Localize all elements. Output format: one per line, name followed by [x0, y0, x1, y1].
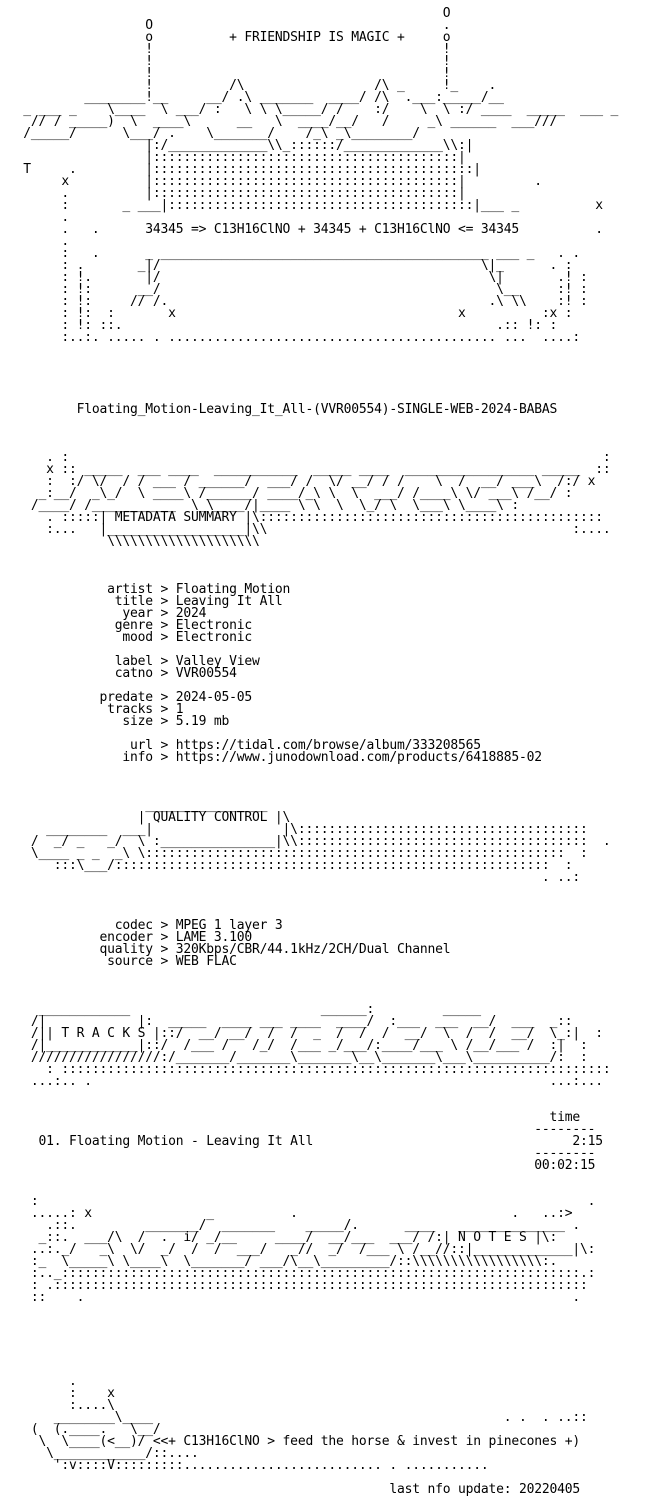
nfo-line: 00:02:15 — [8, 1158, 596, 1173]
nfo-line: T . |::::::::::::::::::::::::::::::::::::::::::| — [8, 162, 481, 177]
nfo-line: source > WEB FLAC — [8, 954, 237, 969]
nfo-line: . ..: — [8, 870, 580, 885]
nfo-line: ! ! — [8, 66, 451, 81]
nfo-line: /| |: _____ ____ ___ ____ ____/ :___ ___ __/ ___ _:: — [8, 1014, 573, 1029]
nfo-line: . — [8, 234, 70, 249]
nfo-line: \\\\\\\\\\\\\\\\\\\\ — [8, 534, 260, 549]
nfo-line: artist > Floating Motion — [8, 582, 291, 597]
nfo-line: // / _____) \ ____\ __ \ ____/__/ / _\ ______ ___/// — [8, 114, 558, 129]
nfo-line: : !. |/ \| .! : — [8, 270, 588, 285]
nfo-line: ( (.____. \__/ — [8, 1422, 161, 1437]
nfo-line: time — [8, 1110, 580, 1125]
nfo-line: info > https://www.junodownload.com/products/6418885-02 — [8, 750, 542, 765]
nfo-line: :: . . — [8, 1290, 580, 1305]
nfo-line: catno > VVR00554 — [8, 666, 237, 681]
nfo-line: /////////////////:/_______/_______\_______\__\_______\___\__________/: : — [8, 1050, 588, 1065]
nfo-line: tracks > 1 — [8, 702, 184, 717]
nfo-line: .::. _______/ _______ _____/. ____ ______________ . — [8, 1218, 580, 1233]
nfo-line: : :::::::::::::::::::::::::::::::::::::::::::::::::::::::::::::::::::::::: — [8, 1062, 611, 1077]
nfo-line: \____ _ _ _\ \::::::::::::::::::::::::::::::::::::::::::::::::::::::: : — [8, 846, 588, 861]
nfo-line: ________________ — [8, 798, 268, 813]
nfo-line: \ \____(<__)/ <<+ C13H16ClNO > feed the horse & invest in pinecones +) — [8, 1434, 580, 1449]
nfo-line: x :: _____ ___ ____ ___________ _____ ____ _________________ _____ :: — [8, 462, 611, 477]
nfo-line: . — [8, 210, 70, 225]
nfo-line: /____/ /___________ \_\____/|____ \ \ \ \_/ \ \___\ \____\ : — [8, 498, 519, 513]
nfo-line: : !: ::. .:: !: : — [8, 318, 558, 333]
nfo-line: . : : — [8, 450, 611, 465]
nfo-line: ':v::::V:::::::::.......................... . ........... — [8, 1458, 489, 1473]
nfo-line: encoder > LAME 3.100 — [8, 930, 253, 945]
nfo-line: size > 5.19 mb — [8, 714, 230, 729]
nfo-line: last nfo update: 20220405 — [8, 1482, 580, 1497]
nfo-line: x |::::::::::::::::::::::::::::::::::::::::| . — [8, 174, 542, 189]
nfo-line: :... |__________________|\\ :.... — [8, 522, 611, 537]
nfo-line: url > https://tidal.com/browse/album/333208565 — [8, 738, 481, 753]
nfo-line: : . _ ___________________________________________ ___ _ . . — [8, 246, 580, 261]
nfo-line: O . — [8, 18, 451, 33]
nfo-line: ..:._/ _\ \/ _/ / / ___/ _// _/ /___ \ /__//::|_____________|\: — [8, 1242, 596, 1257]
nfo-line: | QUALITY CONTROL |\ — [8, 810, 291, 825]
nfo-line: : !: : x x :x : — [8, 306, 573, 321]
nfo-line: ...:.. . ...:... — [8, 1074, 603, 1089]
nfo-line: . |::::::::::::::::::::::::::::::::::::::::| — [8, 186, 466, 201]
nfo-line: O — [8, 6, 451, 21]
nfo-line: . :::::| METADATA SUMMARY |\::::::::::::::::::::::::::::::::::::::::::::: — [8, 510, 603, 525]
nfo-line: : :/ \/ / / ___ / ______/ ___/ / \/ __/ / / \ / __/ ___\ /:/ x — [8, 474, 596, 489]
nfo-line: codec > MPEG 1 layer 3 — [8, 918, 283, 933]
nfo-line: ________!__ __/ .\ _______ ____/ /\ .___:_____/__ — [8, 90, 504, 105]
nfo-line: : x — [8, 1386, 115, 1401]
nfo-line: \____________/::.... — [8, 1446, 199, 1461]
nfo-line: /|| T R A C K S |::/ __/ __/ / / _ / / / __/ \ / / __/ \_:| : — [8, 1026, 603, 1041]
nfo-line: ! ! — [8, 42, 451, 57]
nfo-line: :.._::::::::::::::::::::::::::::::::::::::::::::::::::::::::::::::::::::.: — [8, 1266, 596, 1281]
nfo-line: ________\____ . . . ..:: — [8, 1410, 588, 1425]
nfo-line: year > 2024 — [8, 606, 207, 621]
nfo-line: : . _|/ \|_ . : — [8, 258, 573, 273]
nfo-line: ____________ ______: _____ — [8, 1002, 481, 1017]
nfo-line: genre > Electronic — [8, 618, 253, 633]
nfo-line: . . 34345 => C13H16ClNO + 34345 + C13H16ClNO <= 34345 . — [8, 222, 603, 237]
nfo-line: .....: x _ . . ..:> — [8, 1206, 573, 1221]
nfo-line: / _/ _ _/ \ :_______________|\\:::::::::::::::::::::::::::::::::::::: . — [8, 834, 611, 849]
nfo-line: -------- — [8, 1146, 596, 1161]
nfo-line: . — [8, 1374, 77, 1389]
nfo-line: _::. ___/\ / . i/ _/__ ____/ __/___ ___/ /:| N O T E S |\: — [8, 1230, 558, 1245]
nfo-line: :::\___/::::::::::::::::::::::::::::::::::::::::::::::::::::::::: : — [8, 858, 573, 873]
nfo-line: : .:::::::::::::::::::::::::::::::::::::::::::::::::::::::::::::::::::::: — [8, 1278, 588, 1293]
nfo-line: ________ ___| |\:::::::::::::::::::::::::::::::::::::: — [8, 822, 588, 837]
nfo-line: |::::::::::::::::::::::::::::::::::::::::| — [8, 150, 466, 165]
nfo-line: ! /\ /\ _ !_ . — [8, 78, 497, 93]
nfo-line: :..:. ..... . ........................................... ... ....: — [8, 330, 580, 345]
nfo-line: : !: // /. .\ \\ :! : — [8, 294, 588, 309]
nfo-line: /|____________|::/ /___ / /_/ /___ _/___/:____/___ \ /__/___ / :| : — [8, 1038, 588, 1053]
nfo-line: mood > Electronic — [8, 630, 253, 645]
nfo-line: predate > 2024-05-05 — [8, 690, 253, 705]
nfo-line: 01. Floating Motion - Leaving It All 2:15 — [8, 1134, 603, 1149]
nfo-line: : !: __/ \__ :! : — [8, 282, 588, 297]
nfo-line: label > Valley View — [8, 654, 260, 669]
nfo-line: ! ! — [8, 54, 451, 69]
nfo-line: o + FRIENDSHIP IS MAGIC + o — [8, 30, 451, 45]
nfo-line: : _ ___|::::::::::::::::::::::::::::::::::::::::|___ _ x — [8, 198, 603, 213]
nfo-line: :....\ — [8, 1398, 115, 1413]
nfo-line: _:__/ _\_/ \ ____\ /______/ ____/_\ \ \ ___/ /____\ \/ ___\ /__/ : — [8, 486, 573, 501]
nfo-line: /_____/ \___/ . \_______/ /_\ _\________/ — [8, 126, 420, 141]
nfo-line: _ ___ _ \____ \ ___/ : \ \ \_____/ / :/ \ \ :/ ____ _____ ___ _ — [8, 102, 619, 117]
nfo-line: :_ \_____\ \____\ \_______/ ___/\__\_________/::\\\\\\\\\\\\\\\\\:. — [8, 1254, 558, 1269]
nfo-line: quality > 320Kbps/CBR/44.1kHz/2CH/Dual Channel — [8, 942, 451, 957]
nfo-line: title > Leaving It All — [8, 594, 283, 609]
nfo-line: -------- — [8, 1122, 596, 1137]
nfo-line: |:/_____________\\_::::::/_____________\\:| — [8, 138, 474, 153]
nfo-line: Floating_Motion-Leaving_It_All-(VVR00554)-SINGLE-WEB-2024-BABAS — [8, 402, 558, 417]
nfo-line: : . — [8, 1194, 596, 1209]
